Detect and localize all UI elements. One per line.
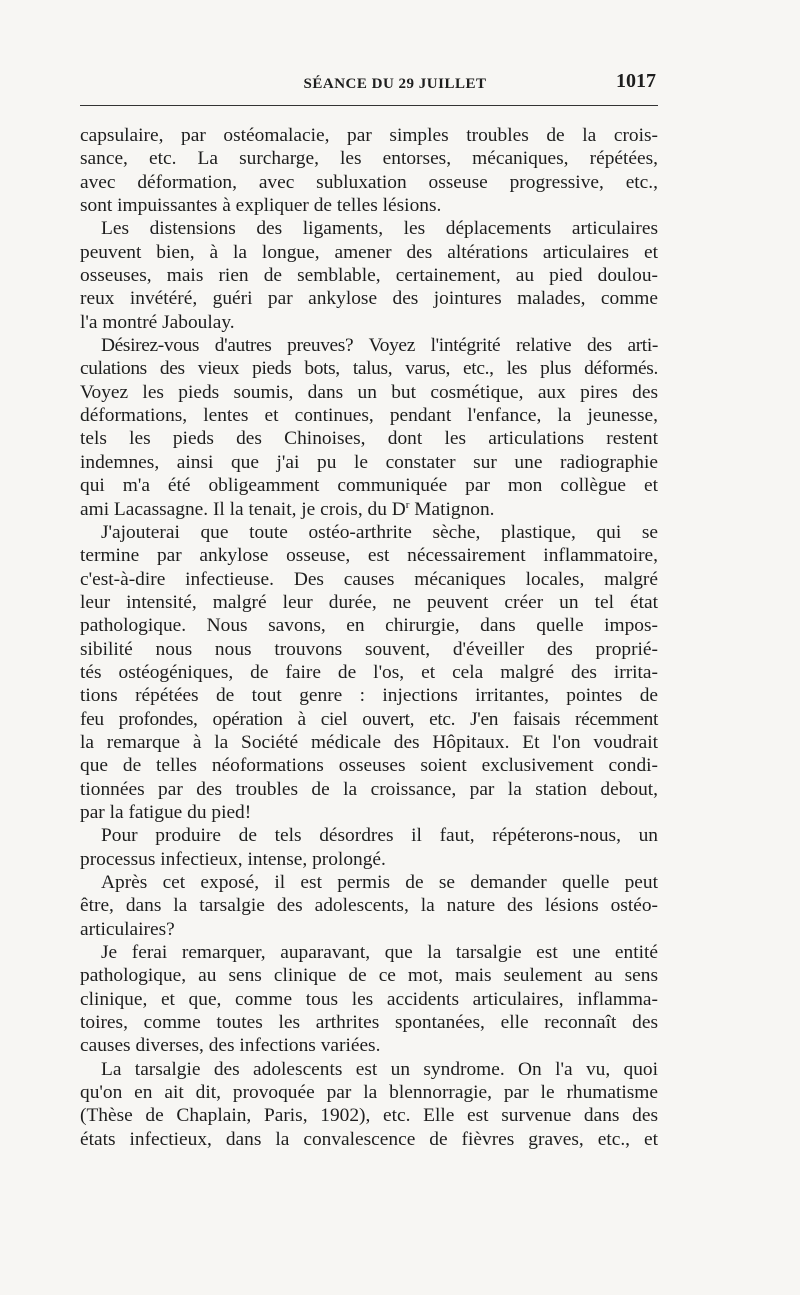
text-line: sibilité nous nous trouvons souvent, d'éveiller des proprié- (80, 638, 658, 660)
body-text (80, 124, 658, 1151)
text-line (80, 498, 658, 521)
text-line: déformations, lentes et continues, pendant l'enfance, la jeunesse, (80, 405, 658, 427)
text-line: (Thèse de Chaplain, Paris, 1902), etc. Elle est survenue dans des (80, 1105, 658, 1127)
text-line: clinique, et que, comme tous les accidents articulaires, inflamma- (80, 988, 658, 1010)
text-line: qu'on en ait dit, provoquée par la blennorragie, par le rhumatisme (80, 1082, 658, 1104)
text-line: sont impuissantes à expliquer de telles lésions. (80, 195, 442, 217)
text-line: Les distensions des ligaments, les déplacements articulaires (101, 218, 658, 240)
text-line: Je ferai remarquer, auparavant, que la tarsalgie est une entité (101, 942, 658, 964)
text-line: Après cet exposé, il est permis de se demander quelle peut (101, 872, 658, 893)
text-line: osseuses, mais rien de semblable, certainement, au pied doulou- (80, 265, 658, 287)
text-line: que de telles néoformations osseuses soient exclusivement condi- (80, 755, 658, 777)
text-line: par la fatigue du pied! (80, 801, 252, 823)
text-line: leur intensité, malgré leur durée, ne peuvent créer un tel état (80, 591, 658, 613)
text-line: sance, etc. La surcharge, les entorses, mécaniques, répétées, (80, 148, 658, 170)
text-line: Désirez-vous d'autres preuves? Voyez l'intégrité relative des arti- (101, 335, 658, 357)
text-line: états infectieux, dans la convalescence de fièvres graves, etc., et (80, 1128, 658, 1150)
superscript: r (405, 498, 410, 511)
text-line: causes diverses, des infections variées. (80, 1035, 381, 1057)
text-line: J'ajouterai que toute ostéo-arthrite sèche, plastique, qui se (101, 521, 658, 543)
text-line: tés ostéogéniques, de faire de l'os, et cela malgré des irrita- (80, 661, 658, 683)
text-line: capsulaire, par ostéomalacie, par simples troubles de la crois- (80, 125, 658, 146)
text-line: Pour produire de tels désordres il faut, répéterons-nous, un (101, 825, 658, 847)
text-line: toires, comme toutes les arthrites spontanées, elle reconnaît des (80, 1012, 658, 1034)
text-line: Voyez les pieds soumis, dans un but cosmétique, aux pires des (80, 381, 658, 403)
text-line: termine par ankylose osseuse, est nécessairement inflammatoire, (80, 545, 658, 567)
text-line: peuvent bien, à la longue, amener des altérations articulaires et (80, 241, 658, 263)
text-line-part: Matignon. (409, 498, 495, 520)
text-line: l'a montré Jaboulay. (80, 311, 235, 333)
text-line: La tarsalgie des adolescents est un syndrome. On l'a vu, quoi (101, 1058, 658, 1080)
running-title: SÉANCE DU 29 JUILLET (303, 76, 487, 92)
text-line: indemnes, ainsi que j'ai pu le constater sur une radiographie (80, 451, 658, 473)
text-line: culations des vieux pieds bots, talus, varus, etc., les plus déformés. (80, 358, 658, 380)
text-line: articulaires? (80, 918, 175, 940)
text-line: c'est-à-dire infectieuse. Des causes mécaniques locales, malgré (80, 568, 658, 590)
text-line: tionnées par des troubles de la croissance, par la station debout, (80, 778, 658, 800)
text-line: feu profondes, opération à ciel ouvert, etc. J'en faisais récemment (80, 708, 658, 730)
text-line: tels les pieds des Chinoises, dont les articulations restent (80, 428, 658, 450)
header-rule (80, 105, 658, 106)
text-line: pathologique. Nous savons, en chirurgie, dans quelle impos- (80, 615, 658, 637)
text-line: être, dans la tarsalgie des adolescents, la nature des lésions ostéo- (80, 895, 658, 917)
text-line: la remarque à la Société médicale des Hôpitaux. Et l'on voudrait (80, 731, 658, 753)
text-line: avec déformation, avec subluxation osseuse progressive, etc., (80, 171, 658, 193)
text-line: processus infectieux, intense, prolongé. (80, 848, 386, 870)
text-line-part: ami Lacassagne. Il la tenait, je crois, du D (80, 498, 406, 520)
text-line: tions répétées de tout genre : injections irritantes, pointes de (80, 685, 658, 707)
text-line: qui m'a été obligeamment communiquée par mon collègue et (80, 475, 658, 497)
page-number: 1017 (616, 70, 656, 92)
text-line: reux invétéré, guéri par ankylose des jointures malades, comme (80, 288, 658, 310)
text-line: pathologique, au sens clinique de ce mot, mais seulement au sens (80, 965, 658, 987)
